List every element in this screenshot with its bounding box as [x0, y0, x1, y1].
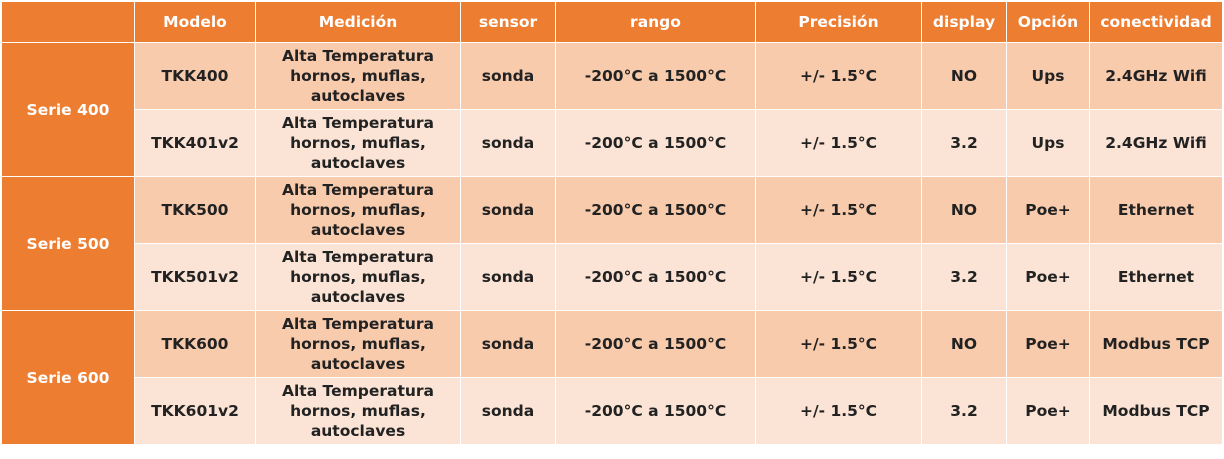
cell-modelo: TKK601v2: [135, 378, 256, 445]
table-row: [2, 244, 1223, 311]
cell-rango: -200°C a 1500°C: [556, 244, 756, 311]
cell-rango: -200°C a 1500°C: [556, 378, 756, 445]
cell-conectividad: 2.4GHz Wifi: [1090, 43, 1223, 110]
table-row: [2, 311, 1223, 378]
cell-precision: +/- 1.5°C: [756, 244, 922, 311]
cell-precision: +/- 1.5°C: [756, 311, 922, 378]
cell-opcion: Ups: [1007, 110, 1090, 177]
cell-opcion: Poe+: [1007, 311, 1090, 378]
cell-opcion: Poe+: [1007, 177, 1090, 244]
header-corner: [2, 2, 135, 43]
cell-rango: -200°C a 1500°C: [556, 311, 756, 378]
series-label: Serie 600: [2, 311, 135, 445]
cell-display: NO: [922, 311, 1007, 378]
header-display: display: [922, 2, 1007, 43]
cell-opcion: Poe+: [1007, 378, 1090, 445]
cell-modelo: TKK500: [135, 177, 256, 244]
cell-opcion: Ups: [1007, 43, 1090, 110]
header-modelo: Modelo: [135, 2, 256, 43]
cell-conectividad: Ethernet: [1090, 177, 1223, 244]
cell-sensor: sonda: [461, 110, 556, 177]
series-label: Serie 400: [2, 43, 135, 177]
cell-rango: -200°C a 1500°C: [556, 110, 756, 177]
cell-conectividad: Modbus TCP: [1090, 378, 1223, 445]
cell-display: NO: [922, 177, 1007, 244]
cell-sensor: sonda: [461, 311, 556, 378]
cell-modelo: TKK600: [135, 311, 256, 378]
series-label: Serie 500: [2, 177, 135, 311]
cell-precision: +/- 1.5°C: [756, 378, 922, 445]
cell-precision: +/- 1.5°C: [756, 43, 922, 110]
cell-precision: +/- 1.5°C: [756, 110, 922, 177]
cell-conectividad: 2.4GHz Wifi: [1090, 110, 1223, 177]
cell-conectividad: Ethernet: [1090, 244, 1223, 311]
header-conectividad: conectividad: [1090, 2, 1223, 43]
cell-rango: -200°C a 1500°C: [556, 177, 756, 244]
cell-sensor: sonda: [461, 244, 556, 311]
table-row: [2, 43, 1223, 110]
cell-modelo: TKK501v2: [135, 244, 256, 311]
header-precision: Precisión: [756, 2, 922, 43]
table-row: [2, 177, 1223, 244]
cell-opcion: Poe+: [1007, 244, 1090, 311]
cell-precision: +/- 1.5°C: [756, 177, 922, 244]
header-medicion: Medición: [256, 2, 461, 43]
product-comparison-table: [1, 1, 1223, 445]
cell-sensor: sonda: [461, 177, 556, 244]
cell-display: 3.2: [922, 110, 1007, 177]
cell-conectividad: Modbus TCP: [1090, 311, 1223, 378]
cell-medicion: Alta Temperatura hornos, muflas, autoclaves: [256, 43, 461, 110]
cell-medicion: Alta Temperatura hornos, muflas, autoclaves: [256, 311, 461, 378]
header-opcion: Opción: [1007, 2, 1090, 43]
cell-sensor: sonda: [461, 378, 556, 445]
cell-display: NO: [922, 43, 1007, 110]
cell-display: 3.2: [922, 378, 1007, 445]
cell-medicion: Alta Temperatura hornos, muflas, autoclaves: [256, 110, 461, 177]
cell-rango: -200°C a 1500°C: [556, 43, 756, 110]
cell-modelo: TKK401v2: [135, 110, 256, 177]
cell-medicion: Alta Temperatura hornos, muflas, autoclaves: [256, 177, 461, 244]
header-row: [2, 2, 1223, 43]
header-sensor: sensor: [461, 2, 556, 43]
cell-sensor: sonda: [461, 43, 556, 110]
table-row: [2, 110, 1223, 177]
header-rango: rango: [556, 2, 756, 43]
cell-medicion: Alta Temperatura hornos, muflas, autoclaves: [256, 244, 461, 311]
cell-display: 3.2: [922, 244, 1007, 311]
table-row: [2, 378, 1223, 445]
cell-medicion: Alta Temperatura hornos, muflas, autoclaves: [256, 378, 461, 445]
cell-modelo: TKK400: [135, 43, 256, 110]
